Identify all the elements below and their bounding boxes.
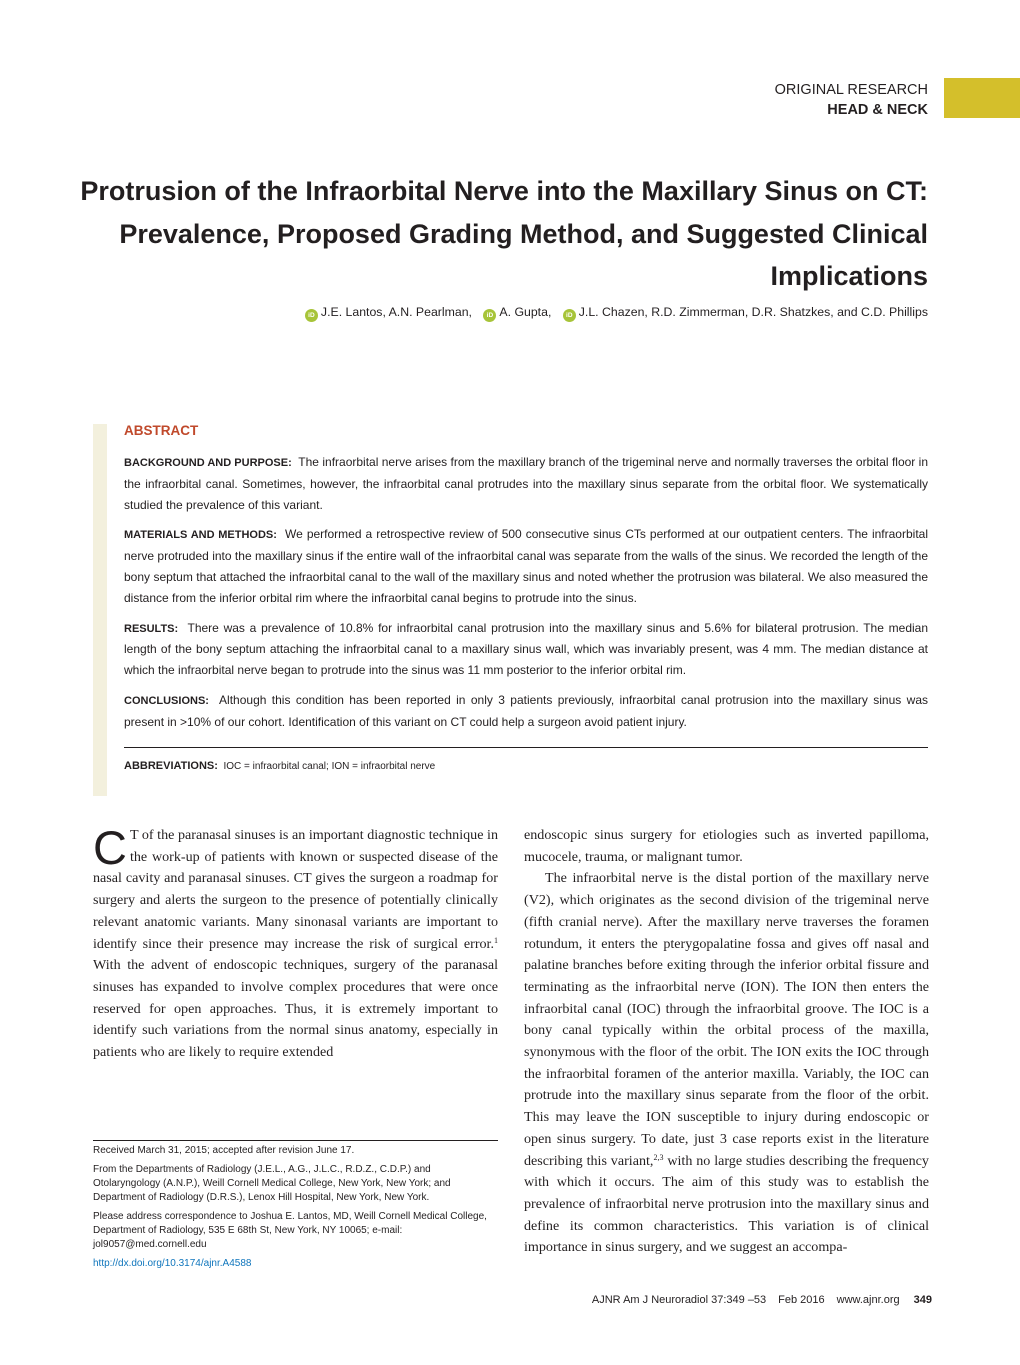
journal-website[interactable]: www.ajnr.org [836, 1294, 900, 1306]
footnotes [93, 1144, 498, 1276]
journal-citation: AJNR Am J Neuroradiol 37:349 –53 [591, 1294, 767, 1306]
article-title: Protrusion of the Infraorbital Nerve into the Maxillary Sinus on CT: Prevalence, Proposed Grading Method, and Suggested Clinical Implications [80, 176, 928, 291]
affiliation-note: From the Departments of Radiology (J.E.L., A.G., J.L.C., R.D.Z., C.D.P.) and Otolaryngology (A.N.P.), Weill Cornell Medical College, New York, New York; and Department of Radiology (D.R.S.), Lenox Hill Hospital, New York, New York. [93, 1164, 451, 1203]
infraorbital-paragraph [524, 868, 929, 1259]
citation-ref[interactable]: 2,3 [653, 1152, 664, 1162]
abbreviations-label: ABBREVIATIONS: [124, 759, 218, 772]
abstract-side-bar [93, 424, 107, 796]
body-column-left [93, 821, 498, 1064]
intro-paragraph [93, 821, 498, 1064]
correspondence-note: Please address correspondence to Joshua E. Lantos, MD, Weill Cornell Medical College, Department of Radiology, 535 E 68th St, New York, NY 10065; e-mail: jol9057@med.cornell.edu [93, 1211, 487, 1250]
abstract-background [124, 452, 928, 515]
abstract-divider [124, 747, 928, 748]
doi-link[interactable]: http://dx.doi.org/10.3174/ajnr.A4588 [93, 1258, 252, 1269]
subsection-name: HEAD & NECK [827, 102, 928, 118]
abstract-methods [124, 524, 928, 608]
infraorbital-text-2: with no large studies describing the frequency with which it occurs. The aim of this study was to establish the prevalence of infraorbital nerve protrusion into the maxillary sinus and define its common characteristics. This variation is of clinical importance in sinus surgery, and we suggest an accompa- [524, 1152, 929, 1256]
abstract-conclusions-label: CONCLUSIONS: [124, 694, 209, 707]
page-number: 349 [913, 1294, 932, 1306]
section-label [775, 80, 928, 120]
body-column-right [524, 825, 929, 1259]
orcid-icon[interactable]: iD [483, 309, 496, 322]
abstract-methods-text: We performed a retrospective review of 500 consecutive sinus CTs performed at our outpatient centers. The infraorbital nerve protruded into the maxillary sinus if the entire wall of the infraorbital canal was separate from the walls of the sinus. We recorded the length of the bony septum that attached the infraorbital canal to the wall of the maxillary sinus and noted whether the protrusion was bilateral. We also measured the distance from the inferior orbital rim where the infraorbital canal begins to protrude into the sinus. [124, 527, 928, 605]
infraorbital-text-1: The infraorbital nerve is the distal portion of the maxillary nerve (V2), which originates as the second division of the trigeminal nerve (fifth cranial nerve). After the maxillary nerve traverses the foramen rotundum, it enters the pterygopalatine fossa and gives off nasal and palatine branches before exiting through the inferior orbital fissure and terminating as the infraorbital nerve (ION). The ION then enters the infraorbital canal (IOC) through the infraorbital groove. The IOC is a bony canal typically within the orbital process of the maxilla, synonymous with the floor of the orbit. The ION exits the IOC through the infraorbital foramen of the anterior maxilla. Variably, the IOC can protrude into the maxillary sinus separate from the floor of the orbit. This may leave the ION susceptible to injury during endoscopic or open sinus surgery. To date, just 3 case reports exist in the literature describing this variant, [524, 870, 929, 1169]
drop-cap: C [93, 821, 127, 874]
author-list [305, 303, 928, 322]
page-footer [592, 1292, 932, 1308]
abstract-results-text: There was a prevalence of 10.8% for infraorbital canal protrusion into the maxillary sinus and 5.6% for bilateral protrusion. The median length of the bony septum attaching the infraorbital canal to a maxillary sinus wall, which was invariably present, was 4 mm. The median distance at which the infraorbital nerve began to protrude into the sinus was 11 mm posterior to the inferior orbital rim. [124, 620, 929, 678]
orcid-icon[interactable]: iD [563, 309, 576, 322]
section-color-tab [944, 78, 1020, 118]
abstract-background-label: BACKGROUND AND PURPOSE: [124, 457, 292, 469]
footnote-divider [93, 1140, 498, 1141]
author-group-2: A. Gupta, [499, 305, 552, 319]
abstract-results [124, 618, 928, 681]
author-group-3: J.L. Chazen, R.D. Zimmerman, D.R. Shatzkes, and C.D. Phillips [578, 305, 928, 319]
received-note: Received March 31, 2015; accepted after revision June 17. [93, 1145, 355, 1156]
citation-ref[interactable]: 1 [494, 935, 498, 945]
abstract-results-label: RESULTS: [124, 622, 179, 635]
abstract-heading: ABSTRACT [124, 423, 199, 438]
author-group-1: J.E. Lantos, A.N. Pearlman, [320, 305, 472, 319]
orcid-icon[interactable]: iD [305, 309, 318, 322]
continued-paragraph: endoscopic sinus surgery for etiologies such as inverted papilloma, mucocele, trauma, or malignant tumor. [524, 827, 929, 865]
abbreviations [124, 758, 928, 775]
section-name: ORIGINAL RESEARCH [774, 82, 928, 98]
intro-text-2: With the advent of endoscopic techniques, surgery of the paranasal sinuses has expanded to involve complex procedures that were once reserved for open approaches. Thus, it is extremely important to identify such variations from the normal sinus anatomy, especially in patients who are likely to require extended [93, 957, 498, 1061]
abstract-methods-label: MATERIALS AND METHODS: [124, 529, 277, 542]
abstract-background-text: The infraorbital nerve arises from the maxillary branch of the trigeminal nerve and normally traverses the orbital floor in the infraorbital canal. Sometimes, however, the infraorbital canal protrudes into the maxillary sinus separate from the orbital floor. We systematically studied the prevalence of this variant. [124, 455, 929, 512]
issue-date: Feb 2016 [778, 1294, 825, 1306]
intro-text-1: T of the paranasal sinuses is an important diagnostic technique in the work-up of patients with known or suspected disease of the nasal cavity and paranasal sinuses. CT gives the surgeon a roadmap for surgery and alerts the surgeon to the presence of potentially clinically relevant anatomic variants. Many sinonasal variants are important to identify since their presence may increase the risk of surgical error. [93, 827, 498, 952]
abstract-conclusions [124, 690, 928, 733]
abstract [124, 422, 928, 775]
abbreviations-text: IOC = infraorbital canal; ION = infraorbital nerve [223, 760, 436, 772]
abstract-conclusions-text: Although this condition has been reported in only 3 patients previously, infraorbital canal protrusion into the maxillary sinus was present in >10% of our cohort. Identification of this variant on CT could help a surgeon avoid patient injury. [124, 692, 928, 729]
